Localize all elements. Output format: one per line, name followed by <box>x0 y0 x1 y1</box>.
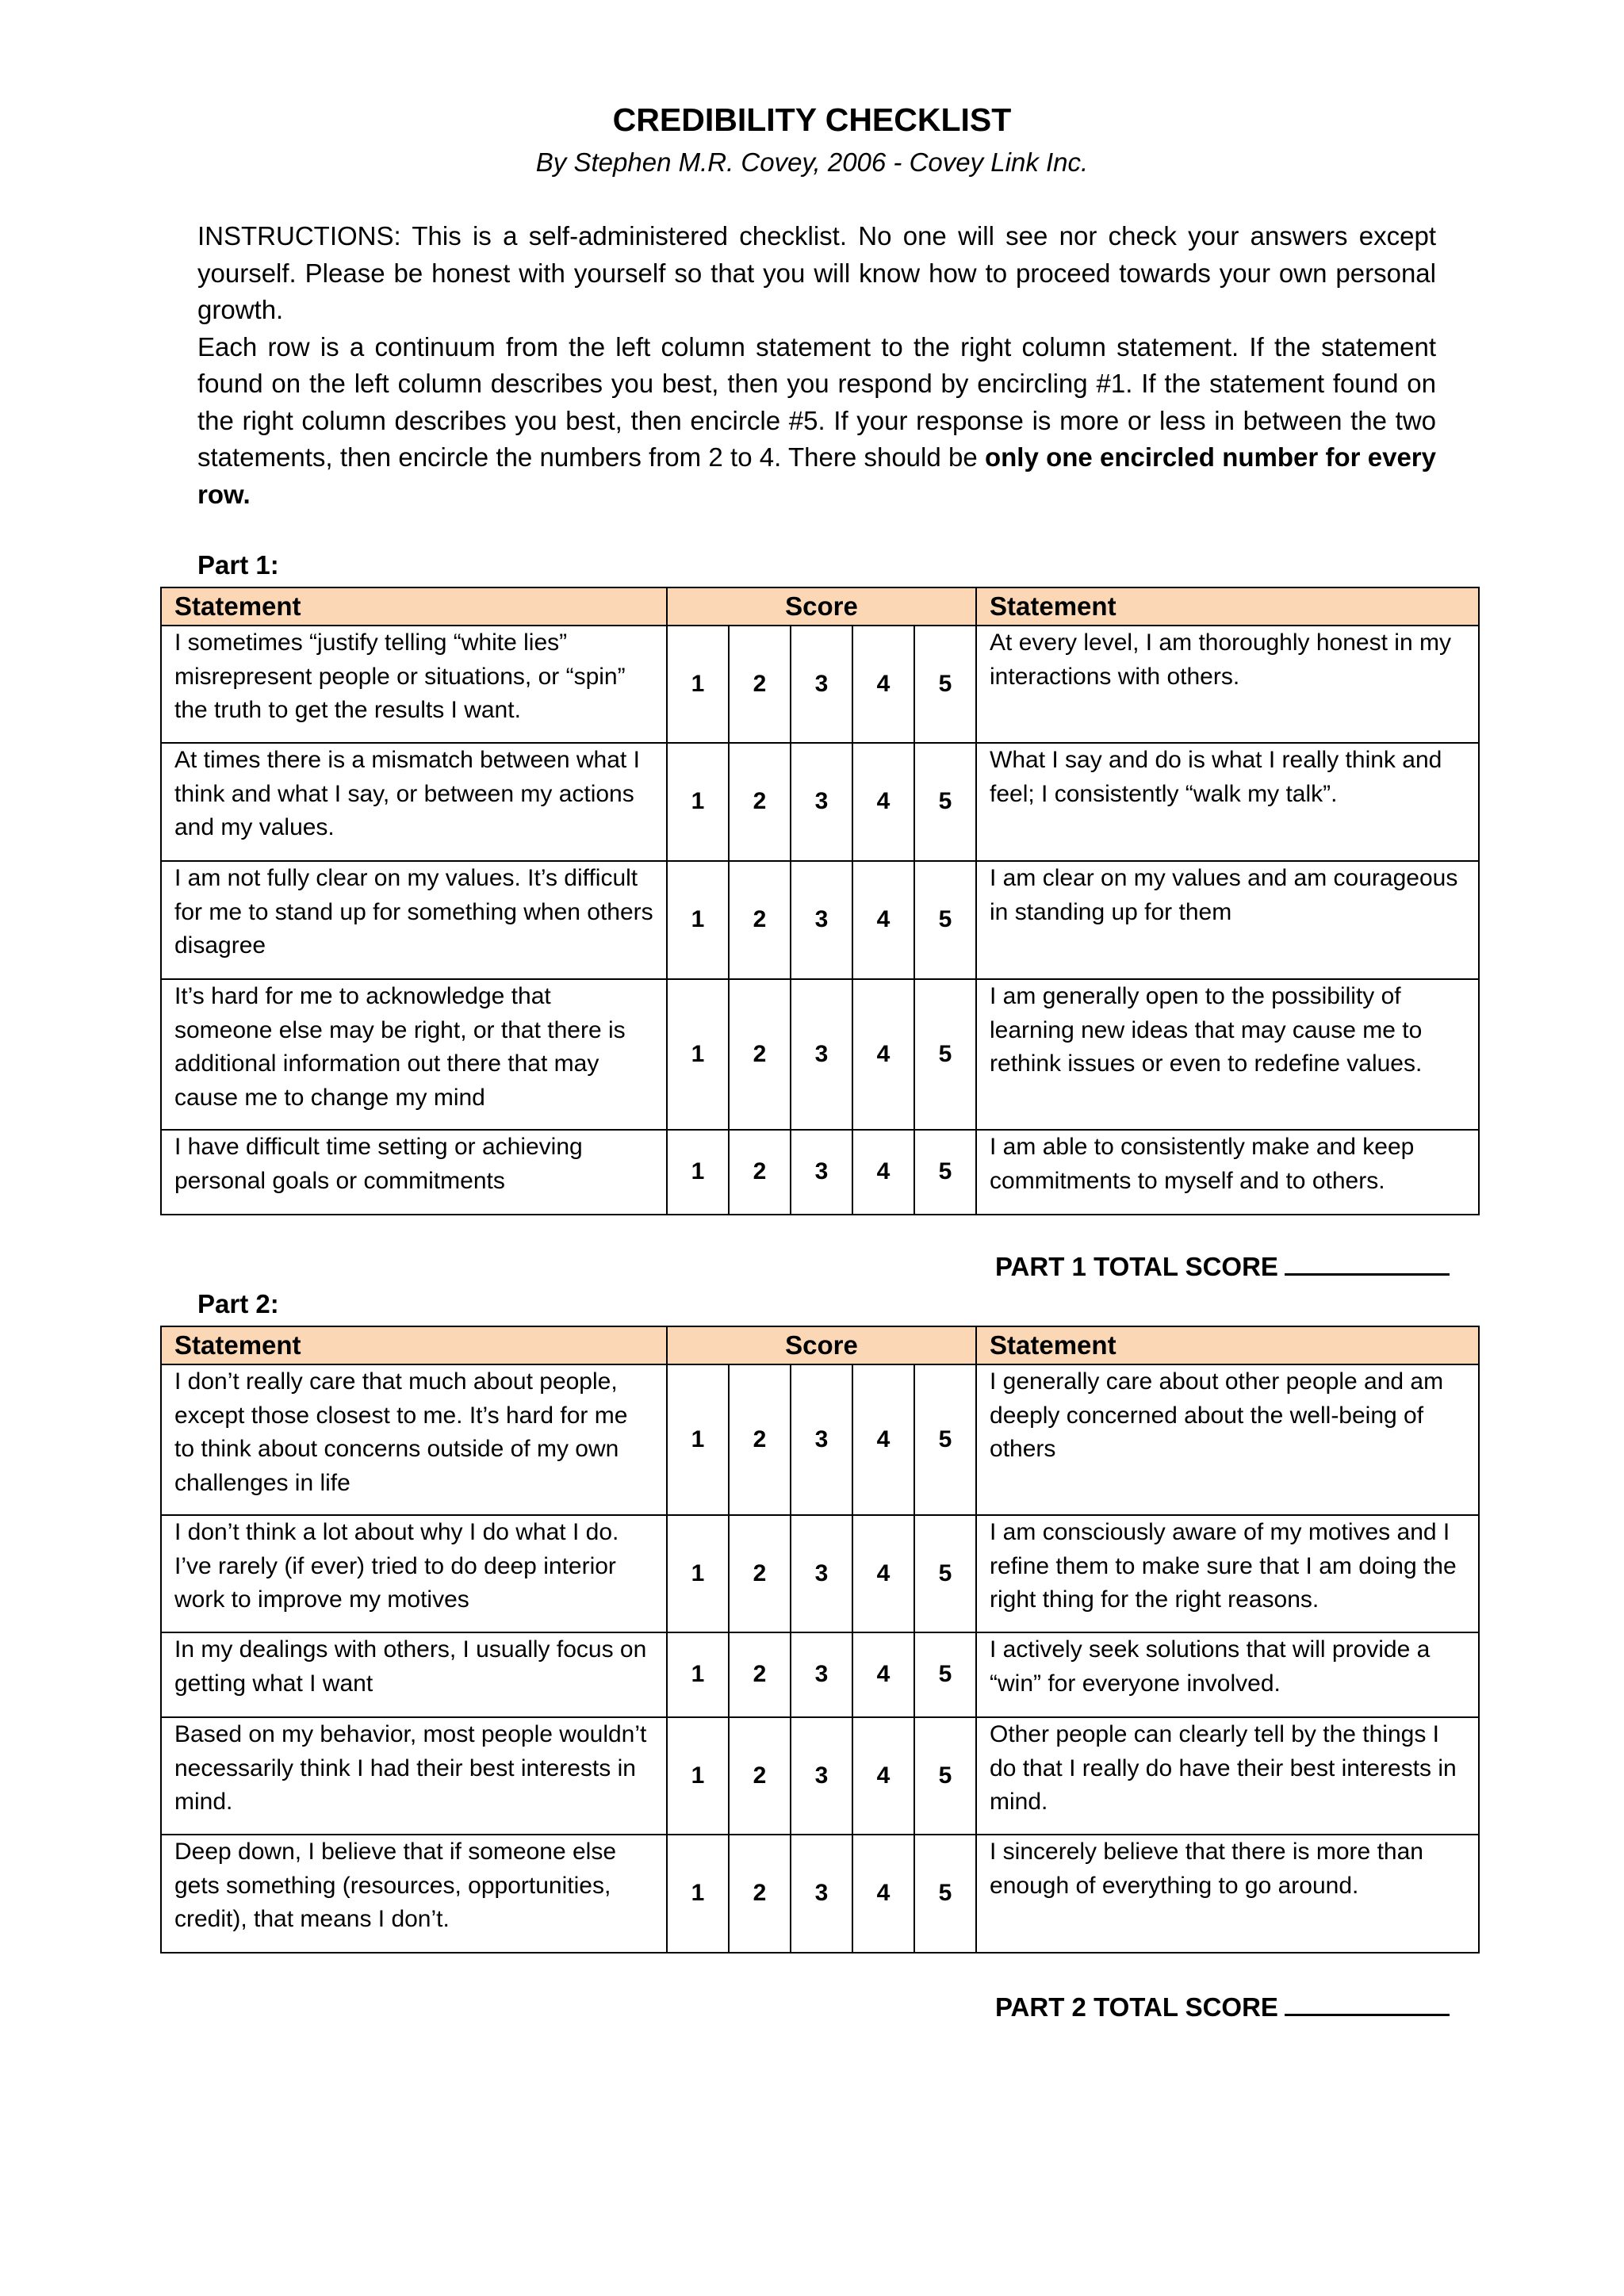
score-option-1[interactable]: 1 <box>667 1515 729 1632</box>
score-option-3[interactable]: 3 <box>791 861 852 979</box>
right-statement: I generally care about other people and am deeply concerned about the well-being of others <box>976 1364 1479 1515</box>
score-option-5[interactable]: 5 <box>914 1515 976 1632</box>
instructions-emphasis: only one encircled number for every row. <box>197 442 1436 509</box>
score-option-2[interactable]: 2 <box>729 1717 791 1835</box>
score-option-1[interactable]: 1 <box>667 979 729 1130</box>
score-option-4[interactable]: 4 <box>852 626 914 743</box>
header-score: Score <box>667 1326 976 1364</box>
score-option-3[interactable]: 3 <box>791 1515 852 1632</box>
table-row <box>161 1364 1479 1515</box>
table-row <box>161 743 1479 861</box>
score-option-4[interactable]: 4 <box>852 1632 914 1717</box>
score-option-2[interactable]: 2 <box>729 1835 791 1953</box>
score-option-1[interactable]: 1 <box>667 1835 729 1953</box>
right-statement: I actively seek solutions that will provide a “win” for everyone involved. <box>976 1632 1479 1717</box>
score-option-5[interactable]: 5 <box>914 1717 976 1835</box>
score-option-2[interactable]: 2 <box>729 861 791 979</box>
score-option-2[interactable]: 2 <box>729 626 791 743</box>
score-option-1[interactable]: 1 <box>667 1632 729 1717</box>
score-option-5[interactable]: 5 <box>914 861 976 979</box>
score-option-2[interactable]: 2 <box>729 1632 791 1717</box>
left-statement: Based on my behavior, most people wouldn’t necessarily think I had their best interests in mind. <box>161 1717 667 1835</box>
score-option-3[interactable]: 3 <box>791 626 852 743</box>
header-score: Score <box>667 587 976 626</box>
score-option-4[interactable]: 4 <box>852 979 914 1130</box>
score-option-2[interactable]: 2 <box>729 743 791 861</box>
score-option-2[interactable]: 2 <box>729 979 791 1130</box>
header-statement-left: Statement <box>161 587 667 626</box>
table-row <box>161 861 1479 979</box>
score-option-1[interactable]: 1 <box>667 1130 729 1215</box>
right-statement: I am able to consistently make and keep commitments to myself and to others. <box>976 1130 1479 1215</box>
instructions <box>197 218 1436 513</box>
header-statement-right: Statement <box>976 1326 1479 1364</box>
left-statement: Deep down, I believe that if someone else gets something (resources, opportunities, credit), that means I don’t. <box>161 1835 667 1953</box>
score-option-4[interactable]: 4 <box>852 743 914 861</box>
part1-label: Part 1: <box>197 550 279 580</box>
score-option-3[interactable]: 3 <box>791 1717 852 1835</box>
header-statement-left: Statement <box>161 1326 667 1364</box>
instructions-paragraph-1: INSTRUCTIONS: This is a self-administered checklist. No one will see nor check your answers except yourself. Please be honest with yourself so that you will know how to proceed towards your own personal growth. <box>197 221 1436 324</box>
part1-total-blank[interactable] <box>1285 1251 1450 1276</box>
left-statement: It’s hard for me to acknowledge that someone else may be right, or that there is additional information out there that may cause me to change my mind <box>161 979 667 1130</box>
part2-header-row <box>161 1326 1479 1364</box>
table-row <box>161 626 1479 743</box>
score-option-3[interactable]: 3 <box>791 743 852 861</box>
part2-total <box>995 1992 1450 2022</box>
score-option-5[interactable]: 5 <box>914 979 976 1130</box>
score-option-1[interactable]: 1 <box>667 743 729 861</box>
table-row <box>161 1835 1479 1953</box>
score-option-4[interactable]: 4 <box>852 1717 914 1835</box>
part2-total-label: PART 2 TOTAL SCORE <box>995 1992 1278 2022</box>
score-option-5[interactable]: 5 <box>914 626 976 743</box>
score-option-4[interactable]: 4 <box>852 1130 914 1215</box>
part2-label: Part 2: <box>197 1289 279 1318</box>
score-option-2[interactable]: 2 <box>729 1515 791 1632</box>
score-option-3[interactable]: 3 <box>791 1835 852 1953</box>
score-option-2[interactable]: 2 <box>729 1364 791 1515</box>
score-option-1[interactable]: 1 <box>667 1717 729 1835</box>
left-statement: I don’t think a lot about why I do what I do. I’ve rarely (if ever) tried to do deep interior work to improve my motives <box>161 1515 667 1632</box>
score-option-2[interactable]: 2 <box>729 1130 791 1215</box>
score-option-4[interactable]: 4 <box>852 1364 914 1515</box>
score-option-1[interactable]: 1 <box>667 861 729 979</box>
header-statement-right: Statement <box>976 587 1479 626</box>
part2-table <box>160 1326 1480 1954</box>
instructions-paragraph-2-text: Each row is a continuum from the left column statement to the right column statement. If the statement found on the left column describes you best, then you respond by encircling #1. If the statement found on the right column describes you best, then encircle #5. If your response is more or less in between the two statements, then encircle the numbers from 2 to 4. There should be <box>197 331 1436 472</box>
page-title: CREDIBILITY CHECKLIST <box>612 101 1012 138</box>
score-option-5[interactable]: 5 <box>914 743 976 861</box>
right-statement: I am clear on my values and am courageous in standing up for them <box>976 861 1479 979</box>
score-option-1[interactable]: 1 <box>667 1364 729 1515</box>
left-statement: I sometimes “justify telling “white lies” misrepresent people or situations, or “spin” the truth to get the results I want. <box>161 626 667 743</box>
table-row <box>161 1632 1479 1717</box>
right-statement: I am consciously aware of my motives and I refine them to make sure that I am doing the right thing for the right reasons. <box>976 1515 1479 1632</box>
score-option-3[interactable]: 3 <box>791 1364 852 1515</box>
part1-total <box>995 1251 1450 1282</box>
score-option-3[interactable]: 3 <box>791 1632 852 1717</box>
part1-total-label: PART 1 TOTAL SCORE <box>995 1252 1278 1281</box>
table-row <box>161 1717 1479 1835</box>
score-option-5[interactable]: 5 <box>914 1364 976 1515</box>
table-row <box>161 1130 1479 1215</box>
page-subtitle: By Stephen M.R. Covey, 2006 - Covey Link Inc. <box>535 147 1089 177</box>
score-option-5[interactable]: 5 <box>914 1130 976 1215</box>
right-statement: I sincerely believe that there is more than enough of everything to go around. <box>976 1835 1479 1953</box>
score-option-3[interactable]: 3 <box>791 979 852 1130</box>
table-row <box>161 979 1479 1130</box>
score-option-4[interactable]: 4 <box>852 861 914 979</box>
left-statement: I have difficult time setting or achieving personal goals or commitments <box>161 1130 667 1215</box>
score-option-5[interactable]: 5 <box>914 1632 976 1717</box>
right-statement: What I say and do is what I really think and feel; I consistently “walk my talk”. <box>976 743 1479 861</box>
left-statement: I don’t really care that much about people, except those closest to me. It’s hard for me to think about concerns outside of my own challenges in life <box>161 1364 667 1515</box>
left-statement: In my dealings with others, I usually focus on getting what I want <box>161 1632 667 1717</box>
part1-table <box>160 587 1480 1215</box>
left-statement: At times there is a mismatch between what I think and what I say, or between my actions and my values. <box>161 743 667 861</box>
score-option-5[interactable]: 5 <box>914 1835 976 1953</box>
part1-header-row <box>161 587 1479 626</box>
score-option-4[interactable]: 4 <box>852 1835 914 1953</box>
left-statement: I am not fully clear on my values. It’s difficult for me to stand up for something when others disagree <box>161 861 667 979</box>
score-option-1[interactable]: 1 <box>667 626 729 743</box>
part2-total-blank[interactable] <box>1285 1992 1450 2016</box>
score-option-3[interactable]: 3 <box>791 1130 852 1215</box>
right-statement: I am generally open to the possibility of learning new ideas that may cause me to rethink issues or even to redefine values. <box>976 979 1479 1130</box>
score-option-4[interactable]: 4 <box>852 1515 914 1632</box>
table-row <box>161 1515 1479 1632</box>
right-statement: Other people can clearly tell by the things I do that I really do have their best interests in mind. <box>976 1717 1479 1835</box>
instructions-paragraph-2 <box>197 329 1436 514</box>
right-statement: At every level, I am thoroughly honest in my interactions with others. <box>976 626 1479 743</box>
